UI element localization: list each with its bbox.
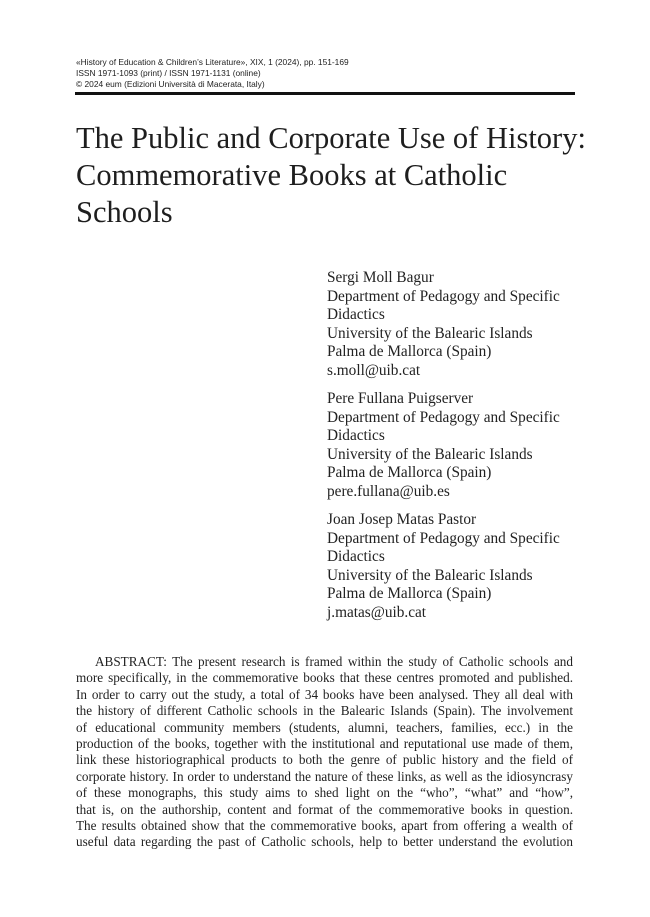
author-name: Pere Fullana Puigserver (327, 390, 474, 407)
title-line: The Public and Corporate Use of History: (76, 121, 586, 155)
author-location: Palma de Mallorca (Spain) (327, 464, 492, 481)
title-line: Schools (76, 195, 173, 229)
abstract-line: link these historiographical products to both the genre of public history and the field of (76, 752, 573, 768)
abstract-line: that is, on the authorship, content and format of the commemorative books in question. (76, 801, 573, 817)
author-university: University of the Balearic Islands (327, 324, 533, 342)
abstract-line: production of the books, together with the institutional and reputational use made of them, (76, 736, 573, 752)
journal-header (76, 57, 576, 90)
author-department: Department of Pedagogy and Specific (327, 408, 560, 426)
journal-citation: «History of Education & Children’s Literature», XIX, 1 (2024), pp. 151-169 (76, 57, 349, 67)
author-name: Joan Josep Matas Pastor (327, 511, 477, 528)
journal-copyright: © 2024 eum (Edizioni Università di Macerata, Italy) (76, 79, 265, 89)
author-email: j.matas@uib.cat (327, 603, 427, 621)
author-department: Didactics (327, 548, 385, 565)
author-department: Department of Pedagogy and Specific (327, 529, 560, 547)
abstract-line: of educational community members (students, alumni, teachers, families, ecc.) in the (76, 719, 573, 735)
author-university: University of the Balearic Islands (327, 445, 533, 463)
author-block (327, 390, 587, 501)
author-department: Didactics (327, 306, 385, 323)
author-name: Sergi Moll Bagur (327, 269, 434, 286)
author-department: Didactics (327, 427, 385, 444)
abstract (76, 654, 573, 851)
abstract-line: In order to carry out the study, a total of 34 books have been analysed. They all deal with (76, 686, 573, 702)
abstract-line: corporate history. In order to understand the nature of these links, as well as the idiosyncrasy (76, 768, 573, 784)
abstract-line: the history of different Catholic schools in the Balearic Islands (Spain). The involvement (76, 703, 573, 719)
article-title (76, 120, 586, 231)
author-block (327, 269, 587, 380)
author-list (327, 269, 587, 632)
author-location: Palma de Mallorca (Spain) (327, 343, 492, 360)
author-department: Department of Pedagogy and Specific (327, 287, 560, 305)
author-university: University of the Balearic Islands (327, 566, 533, 584)
title-line: Commemorative Books at Catholic (76, 158, 508, 192)
journal-issn: ISSN 1971-1093 (print) / ISSN 1971-1131 (online) (76, 68, 261, 78)
abstract-line: of these monographs, this study aims to shed light on the “who”, “what” and “how”, (76, 785, 573, 801)
header-divider (75, 92, 575, 95)
abstract-line: useful data regarding the past of Catholic schools, help to better understand the evolution (76, 834, 573, 850)
author-email: s.moll@uib.cat (327, 361, 421, 379)
abstract-line: The results obtained show that the commemorative books, apart from offering a wealth of (76, 818, 573, 834)
author-block (327, 511, 587, 622)
author-email: pere.fullana@uib.es (327, 482, 450, 500)
abstract-line: more specifically, in the commemorative books that these centres promoted and published. (76, 670, 573, 686)
author-location: Palma de Mallorca (Spain) (327, 585, 492, 602)
abstract-line: ABSTRACT: The present research is framed within the study of Catholic schools and (95, 654, 573, 669)
